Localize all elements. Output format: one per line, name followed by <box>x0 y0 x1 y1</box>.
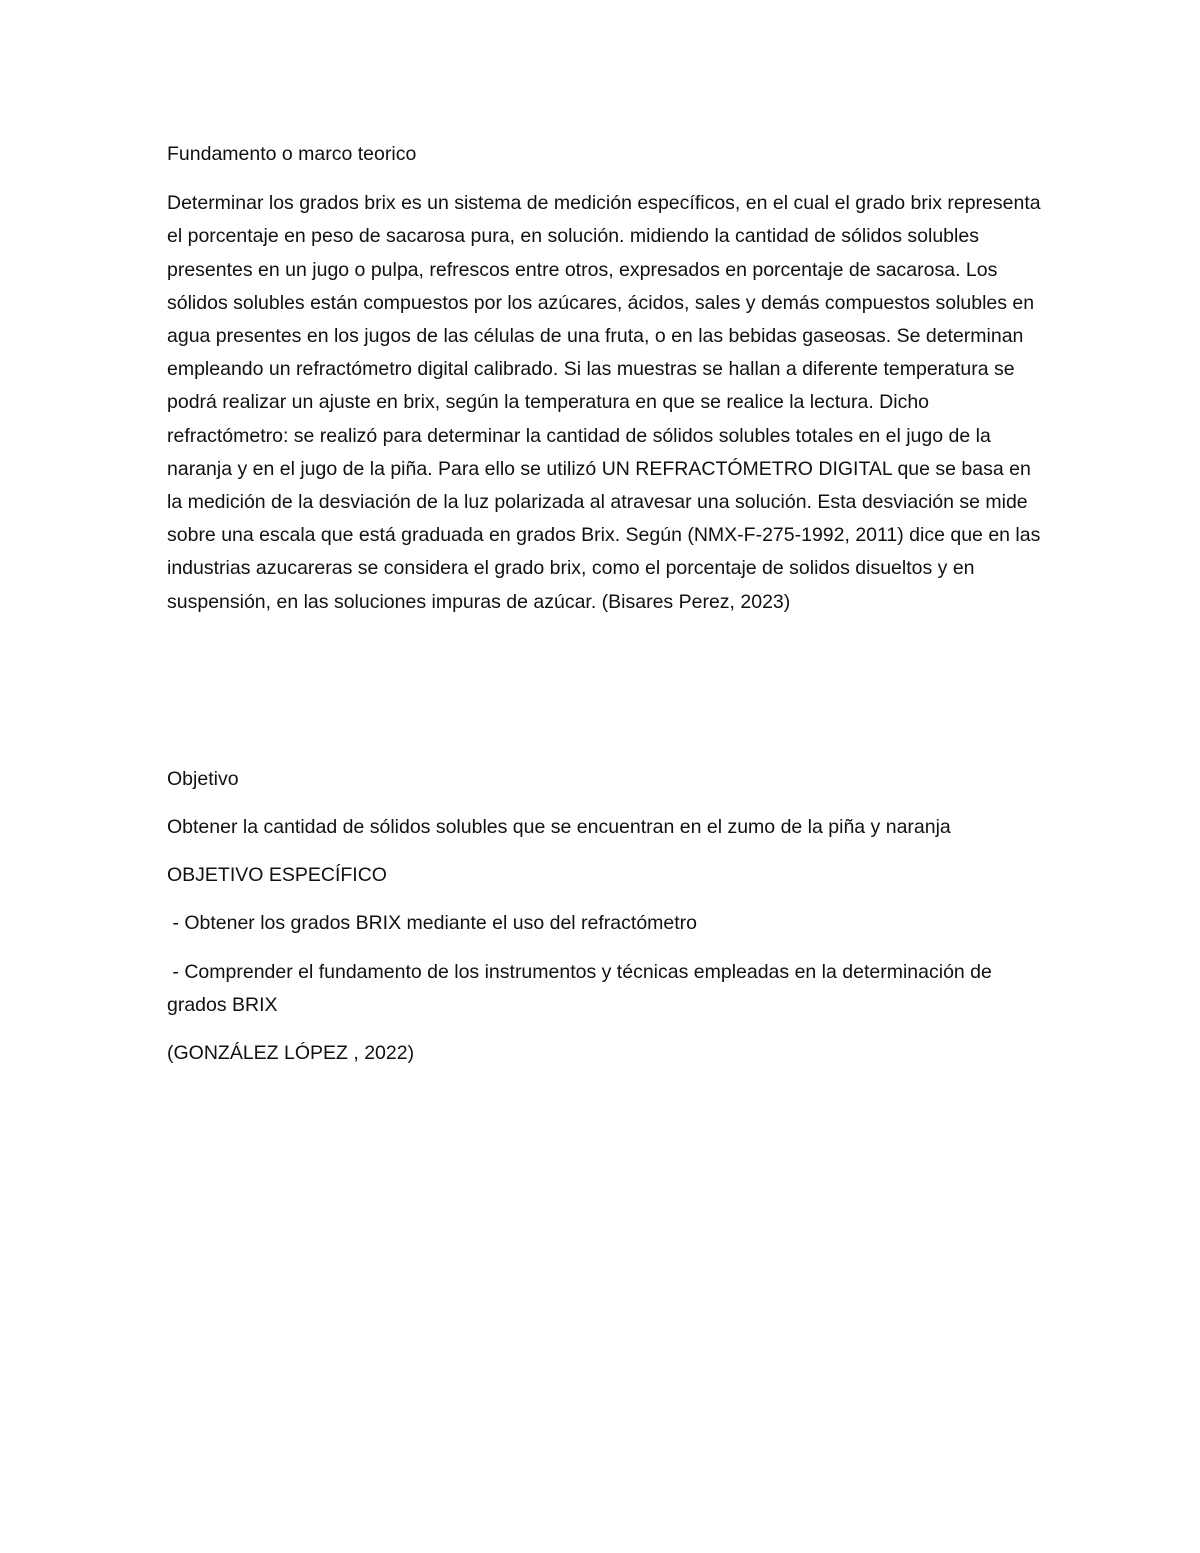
section-heading-objetivo: Objetivo <box>167 767 239 790</box>
document-content <box>167 138 1047 1070</box>
citation: (GONZÁLEZ LÓPEZ , 2022) <box>167 1042 415 1065</box>
spacer <box>167 619 1047 763</box>
objetivo-especifico-item: - Obtener los grados BRIX mediante el uso del refractómetro <box>167 912 698 935</box>
objetivo-especifico-heading: OBJETIVO ESPECÍFICO <box>167 864 387 887</box>
section-heading-fundamento: Fundamento o marco teorico <box>167 143 417 165</box>
objetivo-general: Obtener la cantidad de sólidos solubles que se encuentran en el zumo de la piña y naranja <box>167 816 951 839</box>
fundamento-paragraph: Determinar los grados brix es un sistema de medición específicos, en el cual el grado brix representa el porcentaje en peso de sacarosa pura, en solución. midiendo la cantidad de sólidos solubles presentes en un jugo o pulpa, refrescos entre otros, expresados en porcentaje de sacarosa. Los sólidos solubles están compuestos por los azúcares, ácidos, sales y demás compuestos solubles en agua presentes en los jugos de las células de una fruta, o en las bebidas gaseosas. Se determinan empleando un refractómetro digital calibrado. Si las muestras se hallan a diferente temperatura se podrá realizar un ajuste en brix, según la temperatura en que se realice la lectura. Dicho refractómetro: se realizó para determinar la cantidad de sólidos solubles totales en el jugo de la naranja y en el jugo de la piña. Para ello se utilizó UN REFRACTÓMETRO DIGITAL que se basa en la medición de la desviación de la luz polarizada al atravesar una solución. Esta desviación se mide sobre una escala que está graduada en grados Brix. Según (NMX-F-275-1992, 2011) dice que en las industrias azucareras se considera el grado brix, como el porcentaje de solidos disueltos y en suspensión, en las soluciones impuras de azúcar. (Bisares Perez, 2023) <box>167 192 1041 613</box>
objetivo-especifico-item: - Comprender el fundamento de los instrumentos y técnicas empleadas en la determinación de grados BRIX <box>167 960 998 1016</box>
